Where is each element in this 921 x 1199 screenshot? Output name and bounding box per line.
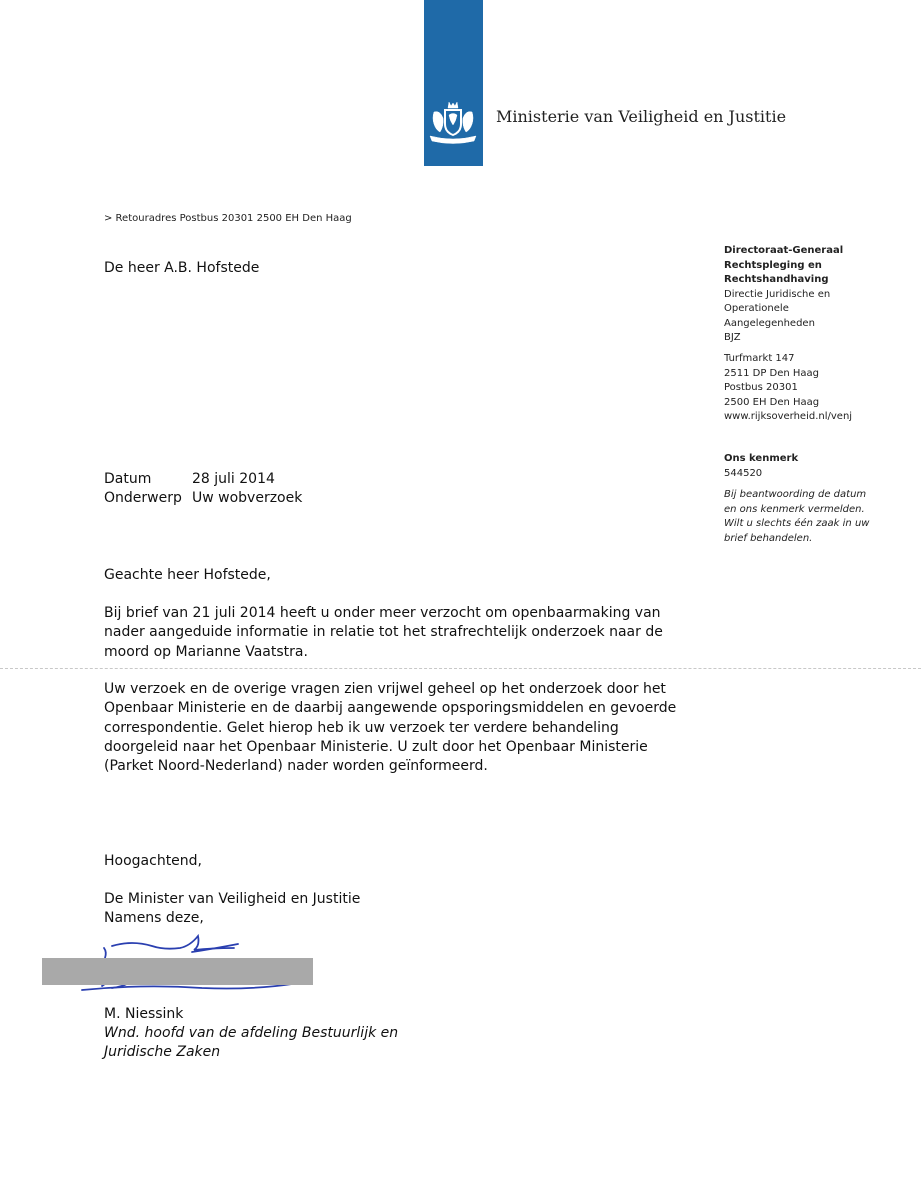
- signer-name: M. Niessink: [104, 1006, 184, 1022]
- date-value: 28 juli 2014: [192, 471, 275, 487]
- reference-label: Ons kenmerk: [724, 453, 799, 464]
- paragraph-line: Openbaar Ministerie en de daarbij aangewende opsporingsmiddelen en gevoerde: [104, 700, 677, 717]
- reply-note-line: brief behandelen.: [724, 532, 813, 544]
- coat-of-arms-icon: [428, 100, 478, 146]
- department-line: Rechtshandhaving: [724, 274, 829, 285]
- subject-row: [104, 489, 302, 508]
- redaction-box: [42, 958, 313, 985]
- reply-note-line: en ons kenmerk vermelden.: [724, 503, 865, 515]
- subject-label: Onderwerp: [104, 490, 182, 506]
- letter-meta: [104, 470, 302, 508]
- address-line: Postbus 20301: [724, 382, 798, 393]
- signer-block: [104, 1005, 398, 1062]
- sidebar-address: [724, 352, 852, 425]
- address-line: 2500 EH Den Haag: [724, 396, 820, 408]
- reference-number: 544520: [724, 467, 763, 479]
- sender-line: De Minister van Veiligheid en Justitie: [104, 891, 361, 907]
- date-label: Datum: [104, 471, 152, 487]
- signer-title-line: Juridische Zaken: [104, 1044, 221, 1060]
- ministry-logo-bar: [424, 0, 483, 166]
- paragraph-line: Bij brief van 21 juli 2014 heeft u onder meer verzocht om openbaarmaking van: [104, 605, 661, 621]
- addressee: De heer A.B. Hofstede: [104, 260, 260, 276]
- paragraph-2: [104, 680, 704, 776]
- paragraph-line: correspondentie. Gelet hierop heb ik uw verzoek ter verdere behandeling: [104, 719, 619, 736]
- salutation-text: Geachte heer Hofstede,: [104, 567, 271, 583]
- ministry-name: Ministerie van Veiligheid en Justitie: [496, 107, 787, 126]
- paragraph-line: moord op Marianne Vaatstra.: [104, 643, 308, 660]
- sidebar-department: [724, 244, 843, 346]
- division-line: Aangelegenheden: [724, 317, 815, 329]
- subject-value: Uw wobverzoek: [192, 490, 303, 506]
- address-line: 2511 DP Den Haag: [724, 367, 820, 379]
- department-line: Directoraat-Generaal: [724, 245, 844, 256]
- scan-artifact-line: [0, 668, 921, 669]
- department-line: Rechtspleging en: [724, 259, 822, 271]
- sender-block: [104, 890, 704, 929]
- return-address: > Retouradres Postbus 20301 2500 EH Den Haag: [104, 213, 352, 224]
- sidebar-reference: [724, 452, 798, 481]
- paragraph-line: doorgeleid naar het Openbaar Ministerie. U zult door het Openbaar Ministerie: [104, 738, 648, 755]
- sender-line: Namens deze,: [104, 910, 204, 927]
- paragraph-line: Uw verzoek en de overige vragen zien vrijwel geheel op het onderzoek door het: [104, 681, 666, 697]
- paragraph-line: (Parket Noord-Nederland) nader worden geïnformeerd.: [104, 758, 488, 775]
- closing-text: Hoogachtend,: [104, 853, 203, 869]
- paragraph-1: [104, 604, 704, 662]
- division-line: Operationele: [724, 303, 789, 314]
- paragraph-line: nader aangeduide informatie in relatie tot het strafrechtelijk onderzoek naar de: [104, 624, 663, 641]
- salutation: [104, 566, 704, 585]
- date-row: [104, 470, 302, 489]
- reply-note-line: Bij beantwoording de datum: [724, 489, 867, 500]
- address-line: Turfmarkt 147: [724, 353, 795, 364]
- reply-note-line: Wilt u slechts één zaak in uw: [724, 518, 870, 529]
- signer-title-line: Wnd. hoofd van de afdeling Bestuurlijk en: [104, 1025, 399, 1041]
- website-link[interactable]: www.rijksoverheid.nl/venj: [724, 411, 853, 422]
- closing: [104, 852, 704, 871]
- division-line: Directie Juridische en: [724, 288, 831, 300]
- sidebar-reply-note: [724, 488, 869, 546]
- division-line: BJZ: [724, 332, 741, 343]
